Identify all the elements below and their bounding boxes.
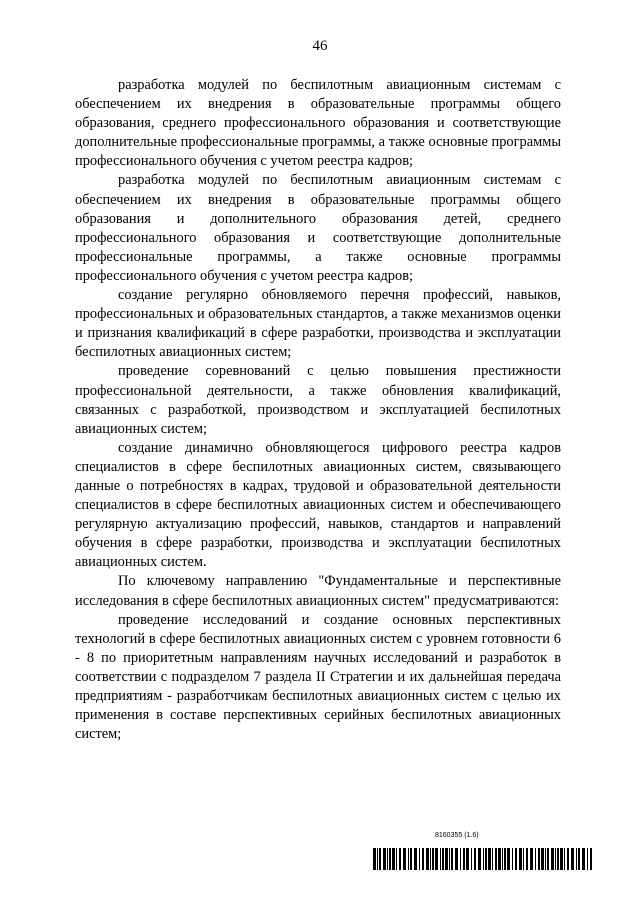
document-code: 8160355 (1.6): [435, 832, 479, 839]
paragraph: создание динамично обновляющегося цифрового реестра кадров специалистов в сфере беспилотных авиационных систем, связывающего данные о потребностях в кадрах, трудовой и образовательной деятельности специалистов в сфере беспилотных авиационных систем и обеспечивающего регулярную актуализацию профессий, навыков, стандартов и направлений обучения в сфере разработки, производства и эксплуатации беспилотных авиационных систем.: [75, 439, 561, 571]
page-number: 46: [312, 38, 328, 54]
paragraph: разработка модулей по беспилотным авиационным системам с обеспечением их внедрения в образовательные программы общего образования и дополнительного образования детей, среднего профессионального образования и соответствующие дополнительные профессиональные программы, а также основные программы профессионального обучения с учетом реестра кадров;: [75, 172, 561, 284]
paragraph: создание регулярно обновляемого перечня профессий, навыков, профессиональных и образовательных стандартов, а также механизмов оценки и признания квалификаций в сфере разработки, производства и эксплуатации беспилотных авиационных систем;: [75, 287, 561, 361]
document-body: [75, 76, 561, 744]
paragraph: проведение соревнований с целью повышения престижности профессиональной деятельности, а также обновления квалификаций, связанных с разработкой, производством и эксплуатацией беспилотных авиационных систем;: [75, 363, 561, 437]
barcode: [373, 848, 593, 870]
paragraph: По ключевому направлению "Фундаментальные и перспективные исследования в сфере беспилотных авиационных систем" предусматриваются:: [75, 573, 561, 609]
paragraph: разработка модулей по беспилотным авиационным системам с обеспечением их внедрения в образовательные программы общего образования, среднего профессионального образования и соответствующие дополнительные профессиональные программы, а также основные программы профессионального обучения с учетом реестра кадров;: [75, 77, 561, 170]
paragraph: проведение исследований и создание основных перспективных технологий в сфере беспилотных авиационных систем с уровнем готовности 6 - 8 по приоритетным направлениям научных исследований и разработок в соответствии с подразделом 7 раздела II Стратегии и их дальнейшая передача предприятиям - разработчикам беспилотных авиационных систем с целью их применения в составе перспективных серийных беспилотных авиационных систем;: [75, 611, 561, 743]
